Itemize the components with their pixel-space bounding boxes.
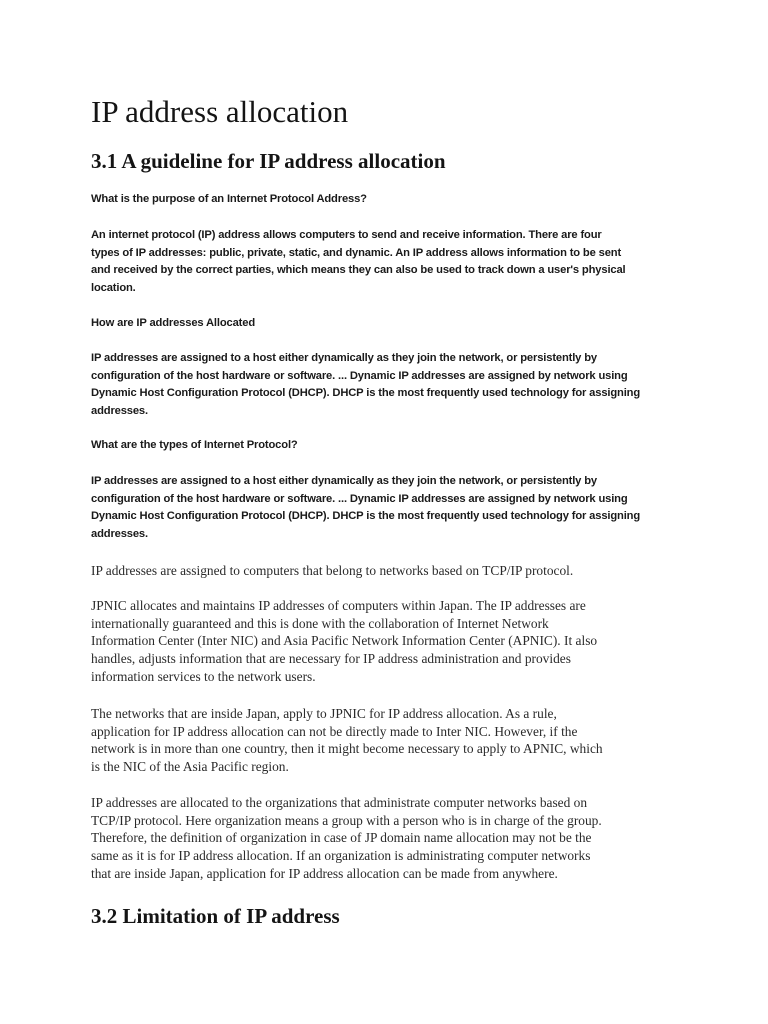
answer-allocation: IP addresses are assigned to a host either dynamically as they join the network, or persistently by configuration of the host hardware or software. ... Dynamic IP addresses are assigned by network using Dynamic Host Configuration Protocol (DHCP). DHCP is the most frequently used technology for assigning addresses. [91,352,641,417]
document-title: IP address allocation [91,94,349,129]
paragraph-networks-japan: The networks that are inside Japan, apply to JPNIC for IP address allocation. As a rule, application for IP address allocation can not be directly made to Inter NIC. However, if the network is in more than one country, then it might become necessary to apply to APNIC, which is the NIC of the Asia Pacific region. [91,706,603,775]
section-heading-3-1: 3.1 A guideline for IP address allocation [91,149,446,173]
paragraph-organizations: IP addresses are allocated to the organizations that administrate computer networks based on TCP/IP protocol. Here organization means a group with a person who is in charge of the group. Therefore, the definition of organization in case of JP domain name allocation may not be the same as it is for IP address allocation. If an organization is administrating computer networks that are inside Japan, application for IP address allocation can be made from anywhere. [91,795,602,881]
paragraph-tcpip: IP addresses are assigned to computers that belong to networks based on TCP/IP protocol. [91,563,574,578]
paragraph-jpnic: JPNIC allocates and maintains IP addresses of computers within Japan. The IP addresses are internationally guaranteed and this is done with the collaboration of Internet Network Information Center (Inter NIC) and Asia Pacific Network Information Center (APNIC). It also handles, adjusts information that are necessary for IP address administration and provides information services to the network users. [91,598,598,684]
answer-types: IP addresses are assigned to a host either dynamically as they join the network, or persistently by configuration of the host hardware or software. ... Dynamic IP addresses are assigned by network using Dynamic Host Configuration Protocol (DHCP). DHCP is the most frequently used technology for assigning addresses. [91,475,641,540]
question-types: What are the types of Internet Protocol? [91,439,298,451]
answer-purpose: An internet protocol (IP) address allows computers to send and receive information. There are four types of IP addresses: public, private, static, and dynamic. An IP address allows information to be sent and received by the correct parties, which means they can also be used to track down a user's physical location. [91,229,626,294]
question-purpose: What is the purpose of an Internet Protocol Address? [91,193,367,205]
question-allocation: How are IP addresses Allocated [91,317,256,329]
section-heading-3-2: 3.2 Limitation of IP address [91,904,340,928]
